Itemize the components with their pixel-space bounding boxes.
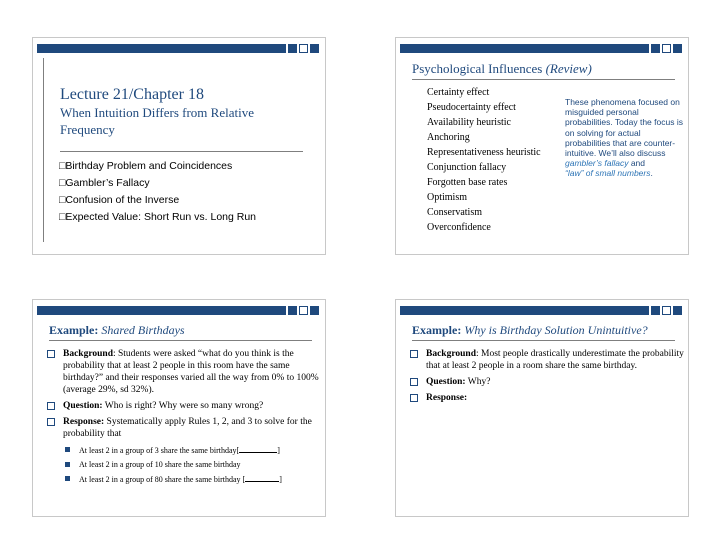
background-paragraph: Background: Most people drastically underestimate the probability that at least 2 people in a room share the same birthday. [410, 348, 686, 372]
slide-title: Example: Why is Birthday Solution Unintuitive? [412, 323, 648, 337]
header-decoration [37, 44, 319, 53]
list-item: Overconfidence [427, 222, 491, 233]
sub-item: At least 2 in a group of 80 share the same birthday [ ] [47, 473, 323, 485]
list-item: Forgotten base rates [427, 177, 508, 188]
question-paragraph: Question: Who is right? Why were so many wrong? [47, 400, 323, 412]
list-item: □Gambler’s Fallacy [59, 177, 150, 189]
topic-list [59, 158, 256, 226]
question-paragraph: Question: Why? [410, 376, 686, 388]
list-item: Conjunction fallacy [427, 162, 507, 173]
background-paragraph: Background: Students were asked “what do you think is the probability that at least 2 people in this room have the same birthday?” and their responses varied all the way from 0% to 100% (average 29%, sd 32%). [47, 348, 323, 396]
title-divider [412, 79, 675, 80]
sub-item: At least 2 in a group of 10 share the same birthday [47, 459, 323, 470]
list-item: Conservatism [427, 207, 482, 218]
slide-title: Psychological Influences (Review) [412, 61, 592, 76]
list-item: Optimism [427, 192, 468, 203]
side-note: These phenomena focused on misguided personal probabilities. Today the focus is on solving for actual probabilities that are counter-intuitive. We’ll also discuss gambler’s fallacy and “law” of small numbers. [565, 97, 683, 179]
list-item: Certainty effect [427, 87, 490, 98]
list-item: Availability heuristic [427, 117, 511, 128]
sub-item: At least 2 in a group of 3 share the same birthday[ ] [47, 444, 323, 456]
title-divider [60, 151, 303, 152]
header-decoration [400, 44, 682, 53]
influence-list [427, 85, 541, 235]
response-paragraph: Response: [410, 392, 686, 404]
slide-title: Lecture 21/Chapter 18 [60, 86, 204, 103]
title-divider [412, 340, 675, 341]
slide-subtitle: When Intuition Differs from Relative Frequency [60, 105, 254, 137]
list-item: Anchoring [427, 132, 470, 143]
slide-body [47, 348, 323, 488]
list-item: □Confusion of the Inverse [59, 194, 180, 206]
slide-body [410, 348, 686, 408]
list-item: □Expected Value: Short Run vs. Long Run [59, 211, 257, 223]
list-item: Pseudocertainty effect [427, 102, 516, 113]
slide-2 [395, 37, 689, 255]
list-item: Representativeness heuristic [427, 147, 541, 158]
title-divider [49, 340, 312, 341]
slide-1 [32, 37, 326, 255]
slide-4 [395, 299, 689, 517]
header-decoration [400, 306, 682, 315]
list-item: □Birthday Problem and Coincidences [59, 160, 233, 172]
response-paragraph: Response: Systematically apply Rules 1, 2, and 3 to solve for the probability that [47, 416, 323, 440]
header-decoration [37, 306, 319, 315]
vertical-rule [43, 58, 44, 242]
slide-title: Example: Shared Birthdays [49, 323, 185, 337]
slide-3 [32, 299, 326, 517]
